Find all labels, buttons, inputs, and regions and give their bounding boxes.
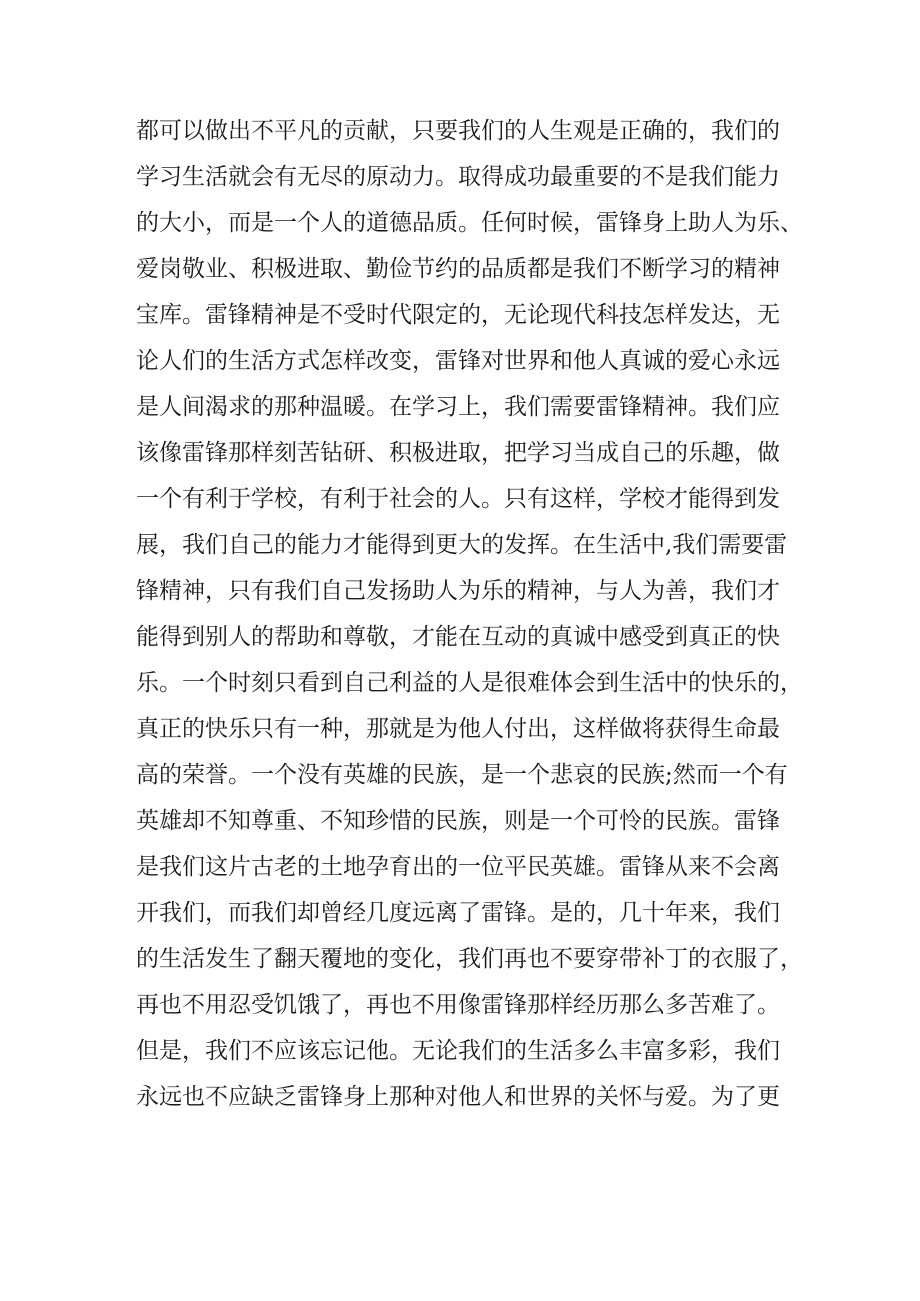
text-line: 是我们这片古老的土地孕育出的一位平民英雄。雷锋从来不会离 [136,854,780,880]
text-line: 的生活发生了翻天覆地的变化，我们再也不要穿带补丁的衣服了， [136,946,803,972]
text-line: 但是，我们不应该忘记他。无论我们的生活多么丰富多彩，我们 [136,1038,780,1064]
text-line: 高的荣誉。一个没有英雄的民族，是一个悲哀的民族;然而一个有 [136,762,788,788]
text-line: 学习生活就会有无尽的原动力。取得成功最重要的不是我们能力 [136,164,780,190]
text-line: 能得到别人的帮助和尊敬，才能在互动的真诚中感受到真正的快 [136,624,780,650]
text-line: 英雄却不知尊重、不知珍惜的民族，则是一个可怜的民族。雷锋 [136,808,780,834]
body-paragraph [136,108,803,1120]
text-line: 该像雷锋那样刻苦钻研、积极进取，把学习当成自己的乐趣，做 [136,440,780,466]
text-line: 爱岗敬业、积极进取、勤俭节约的品质都是我们不断学习的精神 [136,256,780,282]
text-line: 乐。一个时刻只看到自己利益的人是很难体会到生活中的快乐的， [136,670,803,696]
text-line: 永远也不应缺乏雷锋身上那种对他人和世界的关怀与爱。为了更 [136,1084,780,1110]
text-line: 真正的快乐只有一种，那就是为他人付出，这样做将获得生命最 [136,716,780,742]
text-line: 的大小，而是一个人的道德品质。任何时候，雷锋身上助人为乐、 [136,210,803,236]
text-line: 都可以做出不平凡的贡献，只要我们的人生观是正确的，我们的 [136,118,780,144]
text-line: 宝库。雷锋精神是不受时代限定的，无论现代科技怎样发达，无 [136,302,780,328]
text-line: 再也不用忍受饥饿了，再也不用像雷锋那样经历那么多苦难了。 [136,992,780,1018]
text-line: 论人们的生活方式怎样改变，雷锋对世界和他人真诚的爱心永远 [136,348,780,374]
text-line: 锋精神，只有我们自己发扬助人为乐的精神，与人为善，我们才 [136,578,780,604]
text-line: 是人间渴求的那种温暖。在学习上，我们需要雷锋精神。我们应 [136,394,780,420]
text-line: 一个有利于学校，有利于社会的人。只有这样，学校才能得到发 [136,486,780,512]
text-line: 展，我们自己的能力才能得到更大的发挥。在生活中,我们需要雷 [136,532,788,558]
text-line: 开我们，而我们却曾经几度远离了雷锋。是的，几十年来，我们 [136,900,780,926]
